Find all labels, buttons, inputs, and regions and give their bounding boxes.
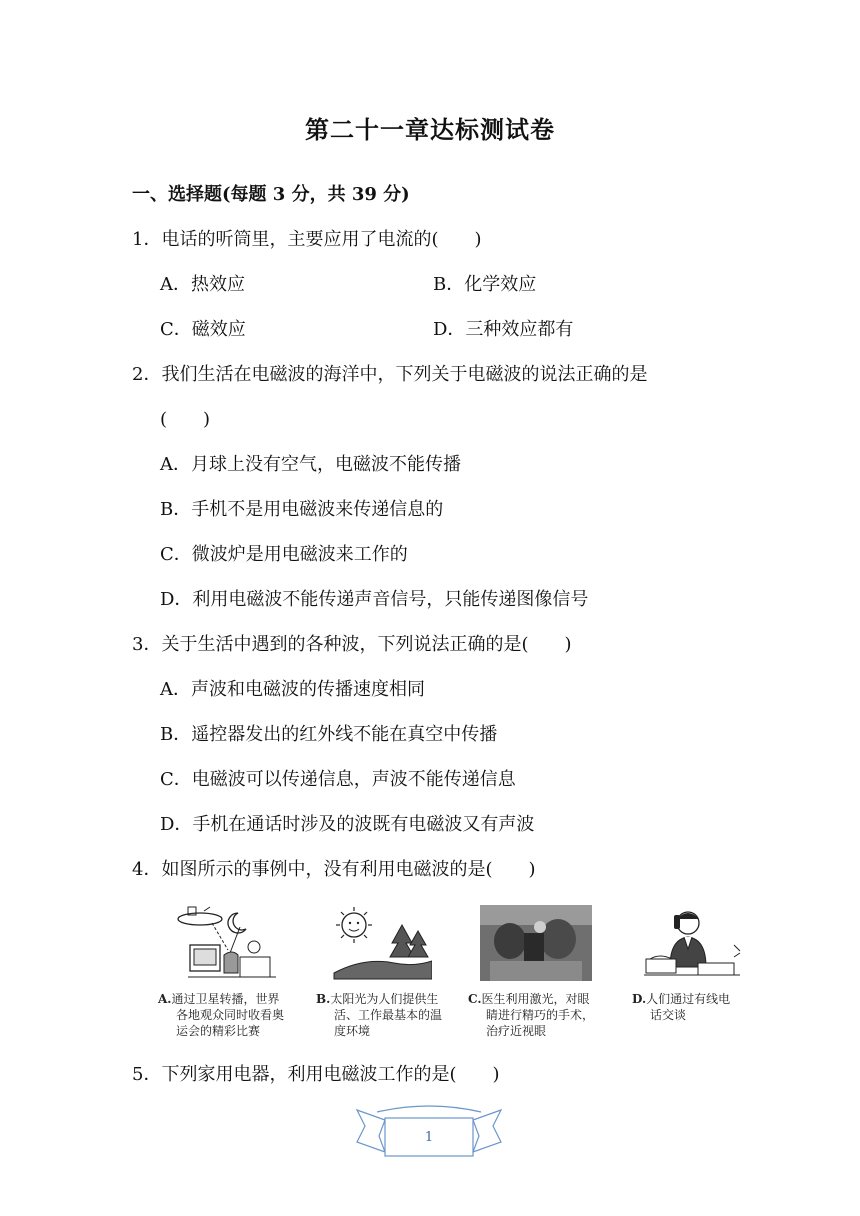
question-1-option-a: A．热效应 [160,274,245,295]
figure-c-caption: C.医生利用激光，对眼 睛进行精巧的手术， 治疗近视眼 [468,992,595,1038]
question-2-option-d: D．利用电磁波不能传递声音信号，只能传递图像信号 [160,589,589,610]
question-3-option-a: A．声波和电磁波的传播速度相同 [160,679,425,700]
question-5-stem: 5．下列家用电器，利用电磁波工作的是( ) [132,1064,500,1085]
section-heading: 一、选择题(每题 3 分，共 39 分) [132,184,410,205]
question-4-stem: 4．如图所示的事例中，没有利用电磁波的是( ) [132,859,536,880]
laser-surgery-photo [480,905,592,981]
question-1-option-b: B．化学效应 [433,274,537,295]
question-2-option-b: B．手机不是用电磁波来传递信息的 [160,499,444,520]
question-2-option-a: A．月球上没有空气，电磁波不能传播 [160,454,461,475]
question-3-option-c: C．电磁波可以传递信息，声波不能传递信息 [160,769,516,790]
page-title: 第二十一章达标测试卷 [305,115,555,144]
question-2-option-c: C．微波炉是用电磁波来工作的 [160,544,408,565]
figure-b-caption: B.太阳光为人们提供生 活、工作最基本的温 度环境 [316,992,443,1038]
figure-d-caption: D.人们通过有线电 话交谈 [632,992,731,1022]
question-4-figures [150,905,750,1045]
satellite-tv-illustration [168,905,280,983]
question-3-stem: 3．关于生活中遇到的各种波，下列说法正确的是( ) [132,634,572,655]
question-1-stem: 1．电话的听筒里，主要应用了电流的( ) [132,229,482,250]
question-2-answer-blank: ( ) [160,409,211,430]
wired-telephone-illustration [642,905,742,981]
page-number-ribbon [355,1102,503,1162]
question-1-option-c: C．磁效应 [160,319,246,340]
question-1-option-d: D．三种效应都有 [433,319,574,340]
sun-trees-illustration [332,905,432,981]
page-number: 1 [424,1130,434,1145]
question-3-option-b: B．遥控器发出的红外线不能在真空中传播 [160,724,498,745]
question-2-stem: 2．我们生活在电磁波的海洋中，下列关于电磁波的说法正确的是 [132,364,648,385]
question-3-option-d: D．手机在通话时涉及的波既有电磁波又有声波 [160,814,535,835]
figure-a-caption: A.通过卫星转播，世界 各地观众同时收看奥 运会的精彩比赛 [158,992,285,1038]
